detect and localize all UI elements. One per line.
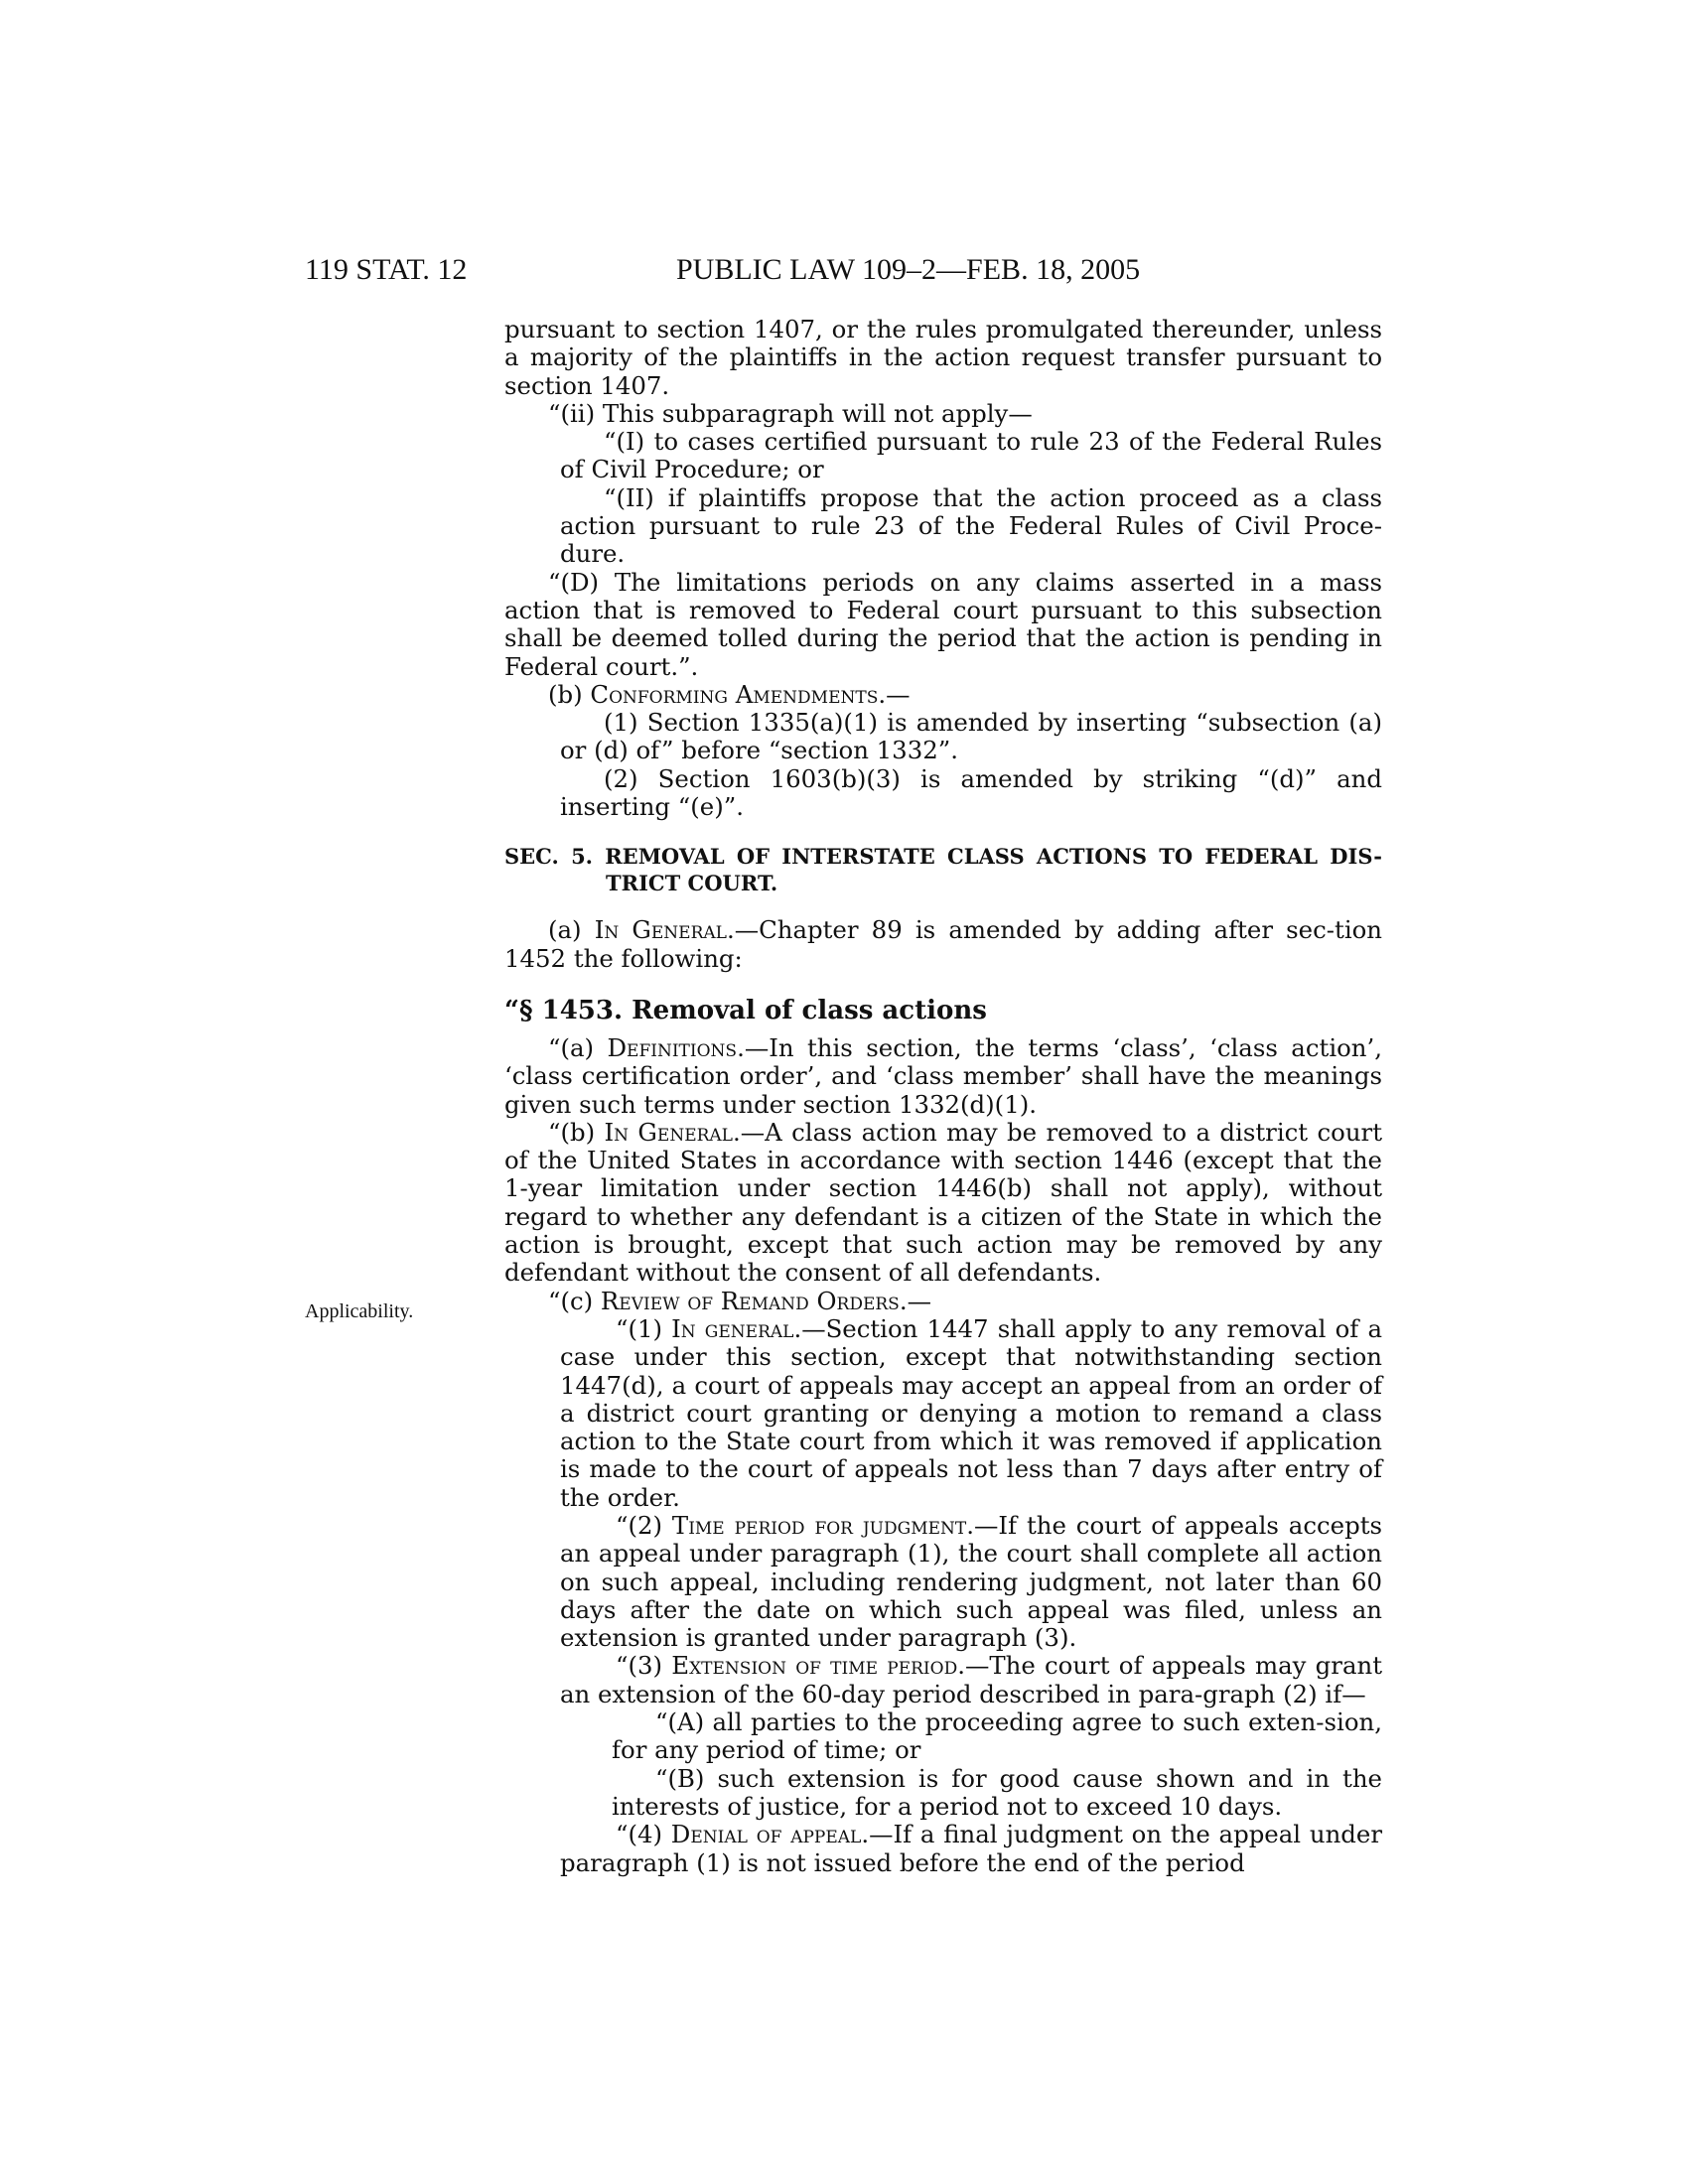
subsection-b-conforming xyxy=(504,681,1382,709)
amendment-1: (1) Section 1335(a)(1) is amended by inserting “subsection (a) or (d) of” before “section 1332”. xyxy=(560,708,1382,765)
paragraph-1-in-general xyxy=(560,1315,1382,1512)
paragraph-heading: In general xyxy=(671,1313,794,1343)
public-law-title: PUBLIC LAW 109–2—FEB. 18, 2005 xyxy=(676,253,1141,286)
paragraph-text: .—If the court of appeals accepts an appeal under paragraph (1), the court shall complete all action on such appeal, including rendering judgment, not later than 60 days after the date on which such appeal was filed, unless an extension is granted under paragraph (3). xyxy=(560,1510,1383,1653)
subsection-dash: .— xyxy=(899,1286,931,1315)
paragraph-label: “(2) xyxy=(616,1510,672,1540)
subsection-heading: In General xyxy=(604,1117,733,1147)
paragraph-heading: Time period for judgment xyxy=(671,1510,967,1540)
subsection-label: “(b) xyxy=(548,1117,605,1147)
running-header xyxy=(305,250,1382,290)
statute-page-number: 119 STAT. 12 xyxy=(305,253,468,286)
definitions-paragraph xyxy=(504,1034,1382,1119)
paragraph-label: “(4) xyxy=(616,1820,671,1849)
subsection-text: .—In this section, the terms ‘class’, ‘class action’, ‘class certification order’, and ‘class member’ shall have the meanings given such terms under section 1332(d)(1). xyxy=(504,1032,1383,1119)
paragraph-label: “(1) xyxy=(616,1313,672,1343)
subsection-heading: Definitions xyxy=(607,1032,738,1062)
paragraph-4-denial xyxy=(560,1821,1382,1877)
review-of-remand-orders xyxy=(504,1288,1382,1315)
in-general-paragraph xyxy=(504,1119,1382,1288)
subparagraph-D: “(D) The limitations periods on any claims asserted in a mass action that is removed to Federal court pursuant to this subsection shall be deemed tolled during the period that the action is pending in Federal court.”. xyxy=(504,567,1382,681)
document-body xyxy=(504,316,1382,1877)
subsection-label: “(a) xyxy=(548,1032,608,1062)
paragraph-text: .—If a final judgment on the appeal under paragraph (1) is not issued before the end of the period xyxy=(560,1820,1382,1877)
paragraph-text: .—The court of appeals may grant an extension of the 60-day period described in para-graph (2) if— xyxy=(560,1651,1383,1708)
subsection-label: “(c) xyxy=(548,1286,601,1315)
subsection-text: .—Chapter 89 is amended by adding after sec-tion 1452 the following: xyxy=(504,915,1383,973)
subsection-label: (b) xyxy=(548,679,591,709)
subsection-text: .—A class action may be removed to a district court of the United States in accordance with section 1446 (except that the 1-year limitation under section 1446(b) shall not apply), without regard to whether any defendant is a citizen of the State in which the action is brought, except that such action may be removed by any defendant without the consent of all defendants. xyxy=(504,1117,1382,1288)
subsection-a-general xyxy=(504,916,1382,973)
paragraph-2-time-period xyxy=(560,1512,1382,1652)
subsection-heading: In General xyxy=(594,915,727,945)
paragraph-heading: Extension of time period xyxy=(671,1651,958,1681)
subparagraph-A: “(A) all parties to the proceeding agree to such exten-sion, for any period of time; or xyxy=(612,1707,1382,1765)
subsection-heading: Review of Remand Orders xyxy=(600,1286,900,1315)
subclause-II: “(II) if plaintiffs propose that the action proceed as a class action pursuant to rule 23 of the Federal Rules of Civil Proce-dure. xyxy=(560,482,1382,569)
margin-note-applicability: Applicability. xyxy=(305,1300,414,1322)
paragraph-label: “(3) xyxy=(616,1651,672,1681)
section-5-heading: SEC. 5. REMOVAL OF INTERSTATE CLASS ACTIONS TO FEDERAL DIS-TRICT COURT. xyxy=(504,844,1382,896)
paragraph-3-extension xyxy=(560,1652,1382,1708)
amendment-2: (2) Section 1603(b)(3) is amended by striking “(d)” and inserting “(e)”. xyxy=(560,763,1382,822)
paragraph-text: .—Section 1447 shall apply to any removal of a case under this section, except that notwithstanding section 1447(d), a court of appeals may accept an appeal from an order of a district court granting or denying a motion to remand a class action to the State court from which it was removed if application is made to the court of appeals not less than 7 days after entry of the order. xyxy=(560,1313,1382,1512)
subsection-heading: Conforming Amendments xyxy=(590,679,879,709)
subclause-I: “(I) to cases certified pursuant to rule 23 of the Federal Rules of Civil Procedure; or xyxy=(560,427,1382,484)
subsection-label: (a) xyxy=(548,915,595,945)
section-1453-heading: “§ 1453. Removal of class actions xyxy=(504,995,987,1025)
clause-ii: “(ii) This subparagraph will not apply— xyxy=(548,398,1033,428)
subparagraph-B: “(B) such extension is for good cause shown and in the interests of justice, for a period not to exceed 10 days. xyxy=(612,1763,1382,1821)
paragraph-heading: Denial of appeal xyxy=(670,1820,862,1849)
subsection-dash: .— xyxy=(878,679,911,709)
paragraph-continuation: pursuant to section 1407, or the rules promulgated thereunder, unless a majority of the plaintiffs in the action request transfer pursuant to section 1407. xyxy=(504,315,1382,400)
